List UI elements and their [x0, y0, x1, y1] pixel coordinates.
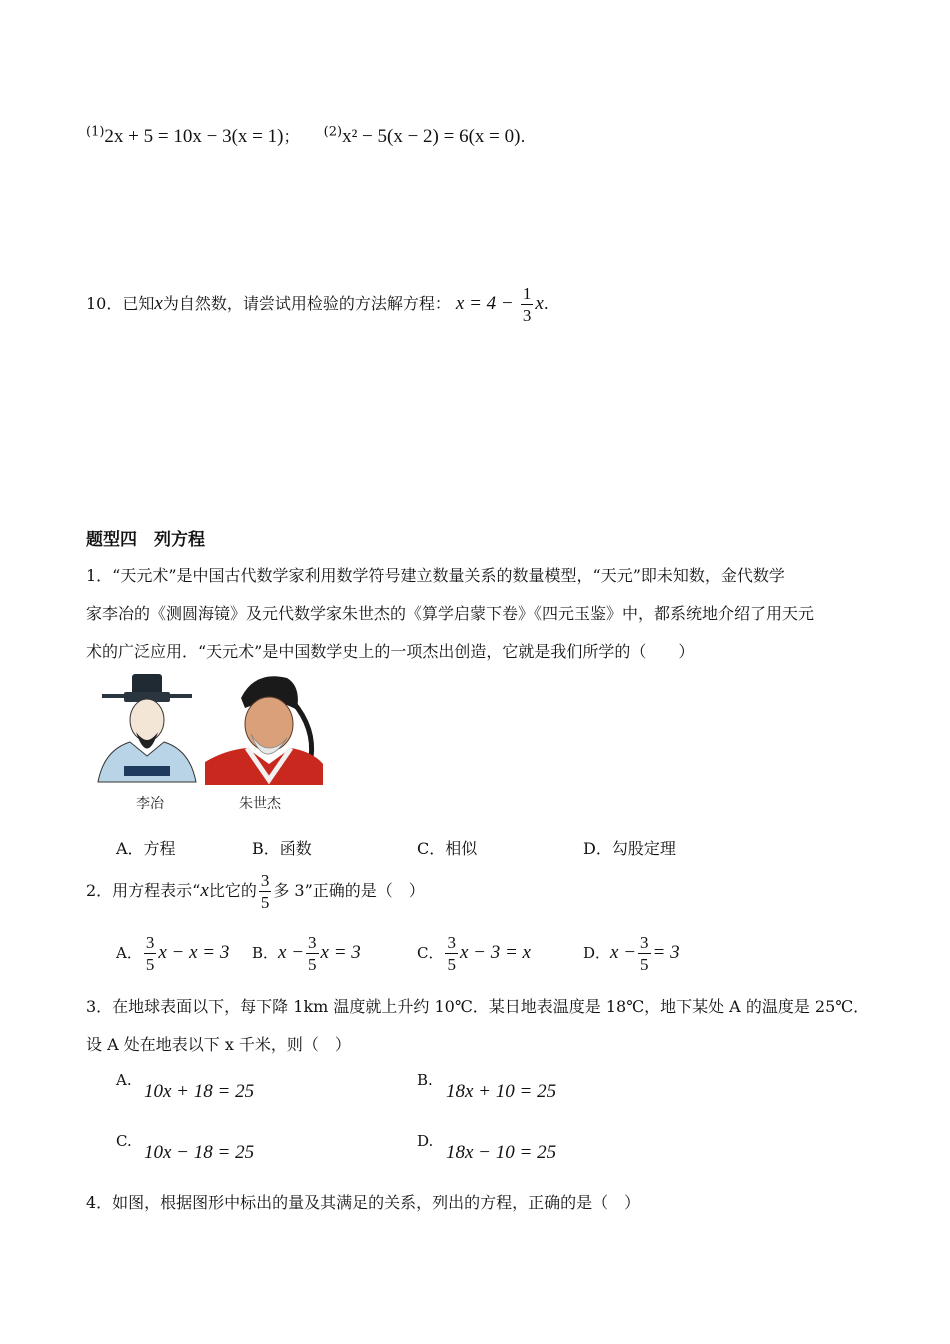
q3-option-d[interactable]: 18x − 10 = 25: [446, 1142, 557, 1163]
end-period: .: [520, 127, 526, 146]
q2-b-fraction: [306, 934, 319, 973]
caption-zhu-shijie: 朱世杰: [239, 796, 281, 812]
portrait-li-ye-illustration: [94, 670, 200, 785]
q10-fraction: [521, 285, 534, 324]
q2-d-label: D．: [583, 944, 611, 962]
q3-b-label: B.: [417, 1071, 433, 1089]
q10-frac-num: 1: [522, 284, 532, 303]
q2-b-label: B．: [252, 944, 279, 962]
q1-line1: 1．“天元术”是中国古代数学家利用数学符号建立数量关系的数量模型，“天元”即未知数，金代数学: [86, 566, 785, 585]
q1-option-c[interactable]: C．相似: [417, 839, 478, 858]
q10-end: .: [543, 294, 549, 313]
q10-eq-rhs: x: [535, 293, 544, 314]
q3-line2: 设 A 处在地表以下 x 千米，则（ ）: [86, 1035, 351, 1054]
q1-option-a[interactable]: A．方程: [116, 839, 176, 858]
part2-label: (2): [323, 124, 343, 140]
part1-label: (1): [86, 124, 105, 140]
q4-text: 4．如图，根据图形中标出的量及其满足的关系，列出的方程，正确的是（ ）: [86, 1193, 641, 1212]
q2-fraction: [259, 872, 272, 911]
q2-b-lead: x −: [278, 942, 305, 963]
q2-b-den: 5: [308, 955, 317, 974]
q2-a-den: 5: [145, 955, 155, 974]
part1-condition: (x = 1): [231, 126, 284, 147]
q3-option-b[interactable]: 18x + 10 = 25: [446, 1081, 557, 1102]
q2-c-num: 3: [447, 933, 456, 952]
caption-li-ye: 李冶: [136, 796, 164, 812]
part1-equation: 2x + 5 = 10x − 3: [104, 126, 232, 147]
q2-d-fraction: [638, 934, 651, 973]
q2-frac-num: 3: [260, 871, 270, 890]
separator: ；: [283, 127, 300, 146]
q3-d-label: D.: [417, 1132, 434, 1150]
q2-a-fraction: [144, 934, 157, 973]
part2-condition: (x = 0): [468, 126, 521, 147]
q1-line2: 家李冶的《测圆海镜》及元代数学家朱世杰的《算学启蒙下卷》《四元玉鉴》中，都系统地介绍了用天元: [86, 604, 815, 623]
q3-option-c[interactable]: 10x − 18 = 25: [144, 1142, 255, 1163]
q10-text: 为自然数，请尝试用检验的方法解方程：: [162, 294, 451, 313]
q2-d-lead: x −: [610, 942, 637, 963]
q2-c-label: C．: [417, 944, 444, 962]
q2-option-a[interactable]: [116, 933, 229, 973]
q2-d-num: 3: [640, 933, 649, 952]
prev-question-line: [86, 124, 526, 148]
q2-a-num: 3: [145, 933, 155, 952]
q10-var: x: [154, 293, 163, 314]
q10-eq-lhs: x = 4 −: [455, 293, 514, 314]
q2-suffix: 多 3”正确的是（ ）: [273, 881, 425, 900]
q2-c-den: 5: [447, 955, 456, 974]
q2-b-num: 3: [308, 933, 317, 952]
section-title: 题型四 列方程: [86, 530, 205, 550]
q2-c-expr: x − 3 = x: [459, 942, 531, 963]
q3-option-a[interactable]: 10x + 18 = 25: [144, 1081, 255, 1102]
q10-prefix: 10．已知: [86, 294, 155, 313]
q10-frac-den: 3: [522, 306, 532, 325]
q2-option-c[interactable]: [417, 933, 531, 973]
q2-option-b[interactable]: [252, 933, 361, 973]
q2-var: x: [200, 880, 209, 901]
q2-b-expr: x = 3: [320, 942, 361, 963]
q2-mid: 比它的: [208, 881, 257, 900]
q1-option-d[interactable]: D．勾股定理: [583, 839, 676, 858]
q1-line3: 术的广泛应用．“天元术”是中国数学史上的一项杰出创造，它就是我们所学的（ ）: [86, 642, 695, 661]
question-10: [86, 284, 549, 324]
q2-d-expr: = 3: [652, 942, 680, 963]
q2-a-expr: x − x = 3: [158, 942, 230, 963]
q2-d-den: 5: [640, 955, 649, 974]
q3-line1: 3．在地球表面以下，每下降 1km 温度就上升约 10℃．某日地表温度是 18℃，地下某处 A 的温度是 25℃．: [86, 997, 870, 1016]
q2-a-label: A．: [116, 944, 142, 962]
q3-a-label: A.: [116, 1071, 132, 1089]
question-2: [86, 871, 425, 911]
q2-prefix: 2．用方程表示“: [86, 881, 201, 900]
part2-equation: x² − 5(x − 2) = 6: [342, 126, 469, 147]
q2-option-d[interactable]: [583, 933, 680, 973]
portrait-zhu-shijie-illustration: [205, 668, 323, 785]
q1-option-b[interactable]: B．函数: [252, 839, 312, 858]
q3-c-label: C.: [116, 1132, 132, 1150]
q2-c-fraction: [445, 934, 458, 973]
q2-frac-den: 5: [260, 893, 270, 912]
